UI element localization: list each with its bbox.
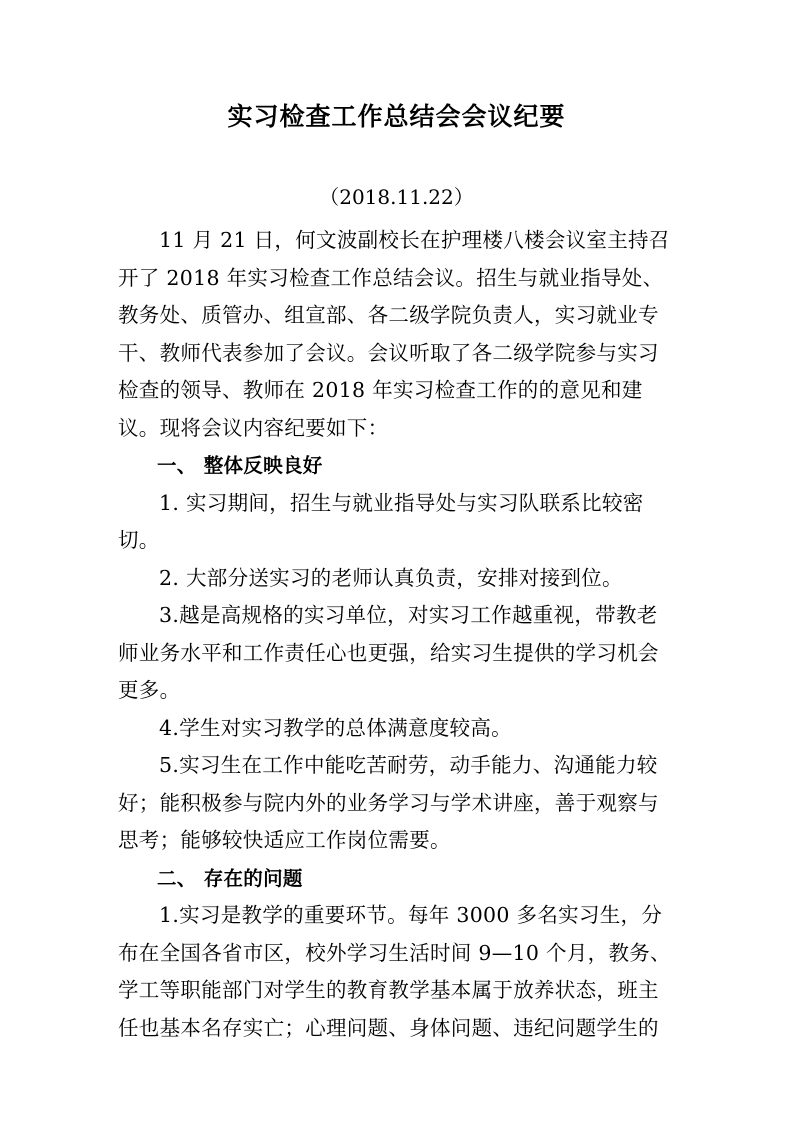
document-date: （2018.11.22）	[319, 185, 474, 209]
intro-paragraph: 11 月 21 日，何文波副校长在护理楼八楼会议室主持召开了 2018 年实习检查工作总结会议。招生与就业指导处、教务处、质管办、组宣部、各二级学院负责人，实习就业专干、教师代表参加了会议。会议听取了各二级学院参与实习检查的领导、教师在 2018 年实习检查工作的的意见和建议。现将会议内容纪要如下：	[118, 228, 670, 440]
section1-item-5: 5.实习生在工作中能吃苦耐劳，动手能力、沟通能力较好；能积极参与院内外的业务学习与学术讲座，善于观察与思考；能够较快适应工作岗位需要。	[118, 753, 659, 852]
section1-item-4: 4.学生对实习教学的总体满意度较高。	[159, 715, 512, 740]
section1-item-3: 3.越是高规格的实习单位，对实习工作越重视，带教老师业务水平和工作责任心也更强，给实习生提供的学习机会更多。	[118, 603, 659, 702]
document-title: 实习检查工作总结会会议纪要	[227, 102, 566, 131]
section1-item-2: 2. 大部分送实习的老师认真负责，安排对接到位。	[159, 565, 623, 590]
section2-item-1: 1.实习是教学的重要环节。每年 3000 多名实习生，分布在全国各省市区，校外学习生活时间 9—10 个月，教务、学工等职能部门对学生的教育教学基本属于放养状态，班主任也基本名存实亡；心理问题、身体问题、违纪问题学生的	[118, 903, 671, 1040]
section-heading-1: 一、 整体反映良好	[157, 454, 323, 477]
section1-item-1: 1. 实习期间，招生与就业指导处与实习队联系比较密切。	[118, 490, 644, 552]
section-heading-2: 二、 存在的问题	[157, 866, 303, 890]
document-body	[118, 222, 678, 1047]
